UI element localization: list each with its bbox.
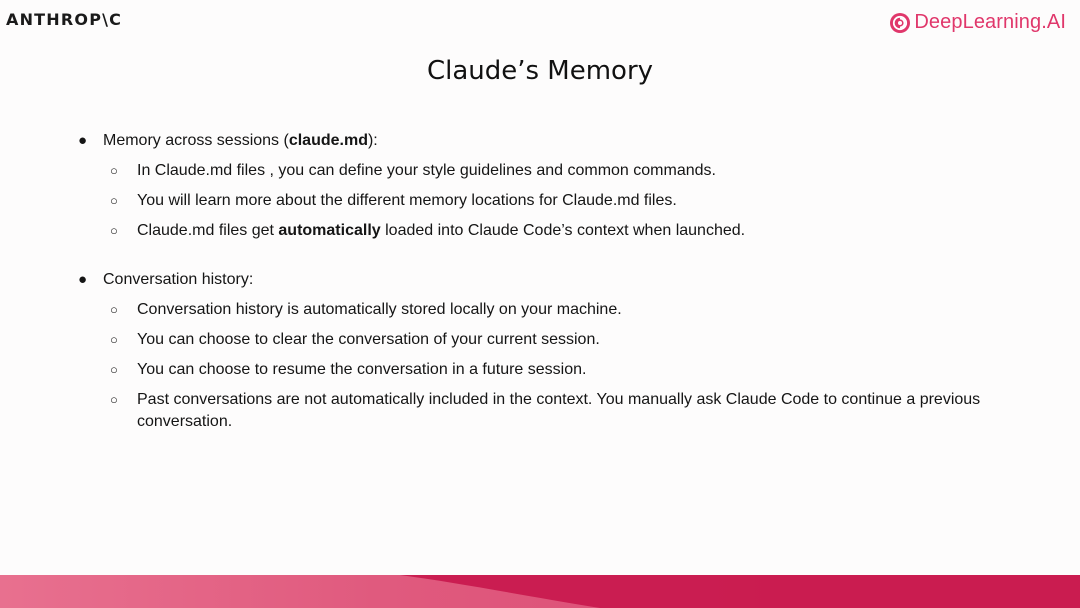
sub-bullet-list xyxy=(78,160,1008,242)
hollow-bullet-icon: ○ xyxy=(110,392,118,407)
heading-text: Memory across sessions ( xyxy=(103,132,289,149)
item-text: You can choose to clear the conversation of your current session. xyxy=(137,331,600,348)
item-text: You will learn more about the different memory locations for Claude.md files. xyxy=(137,192,677,209)
item-text: Claude.md files get xyxy=(137,222,279,239)
sub-bullet-item xyxy=(78,329,1008,351)
slide-title: Claude’s Memory xyxy=(426,56,654,86)
heading-text: Conversation history: xyxy=(103,271,254,288)
deeplearning-ai-wordmark: DeepLearning.AI xyxy=(914,11,1066,33)
section-conversation-history xyxy=(78,269,1008,433)
item-text: Past conversations are not automatically included in the context. You manually ask Claude Code to continue a previous conversation. xyxy=(137,391,981,430)
hollow-bullet-icon: ○ xyxy=(110,163,118,178)
hollow-bullet-icon: ○ xyxy=(110,193,118,208)
sub-bullet-item xyxy=(78,389,1008,433)
deeplearning-ai-logo xyxy=(889,11,1066,34)
hollow-bullet-icon: ○ xyxy=(110,223,118,238)
footer-wave-graphic xyxy=(0,575,1080,608)
anthropic-logo: ANTHROP\C xyxy=(6,10,123,29)
bullet-heading xyxy=(78,269,1008,291)
hollow-bullet-icon: ○ xyxy=(110,332,118,347)
hollow-bullet-icon: ○ xyxy=(110,362,118,377)
sub-bullet-item xyxy=(78,220,1008,242)
sub-bullet-list xyxy=(78,299,1008,433)
filled-bullet-icon: ● xyxy=(78,132,88,149)
filled-bullet-icon: ● xyxy=(78,271,88,288)
slide-content xyxy=(78,130,1008,460)
item-text: In Claude.md files , you can define your style guidelines and common commands. xyxy=(137,162,716,179)
sub-bullet-item xyxy=(78,299,1008,321)
sub-bullet-item xyxy=(78,160,1008,182)
heading-text-end: ): xyxy=(367,132,378,149)
item-text: You can choose to resume the conversation in a future session. xyxy=(137,361,587,378)
heading-bold-text: claude.md xyxy=(288,132,368,149)
footer-color-band xyxy=(0,575,1080,608)
section-memory-across-sessions xyxy=(78,130,1008,242)
item-text-end: loaded into Claude Code’s context when launched. xyxy=(380,222,746,239)
hollow-bullet-icon: ○ xyxy=(110,302,118,317)
item-text: Conversation history is automatically stored locally on your machine. xyxy=(137,301,622,318)
deeplearning-ai-logo-icon xyxy=(889,12,911,34)
sub-bullet-item xyxy=(78,359,1008,381)
bullet-heading xyxy=(78,130,1008,152)
sub-bullet-item xyxy=(78,190,1008,212)
item-bold-text: automatically xyxy=(278,222,381,239)
